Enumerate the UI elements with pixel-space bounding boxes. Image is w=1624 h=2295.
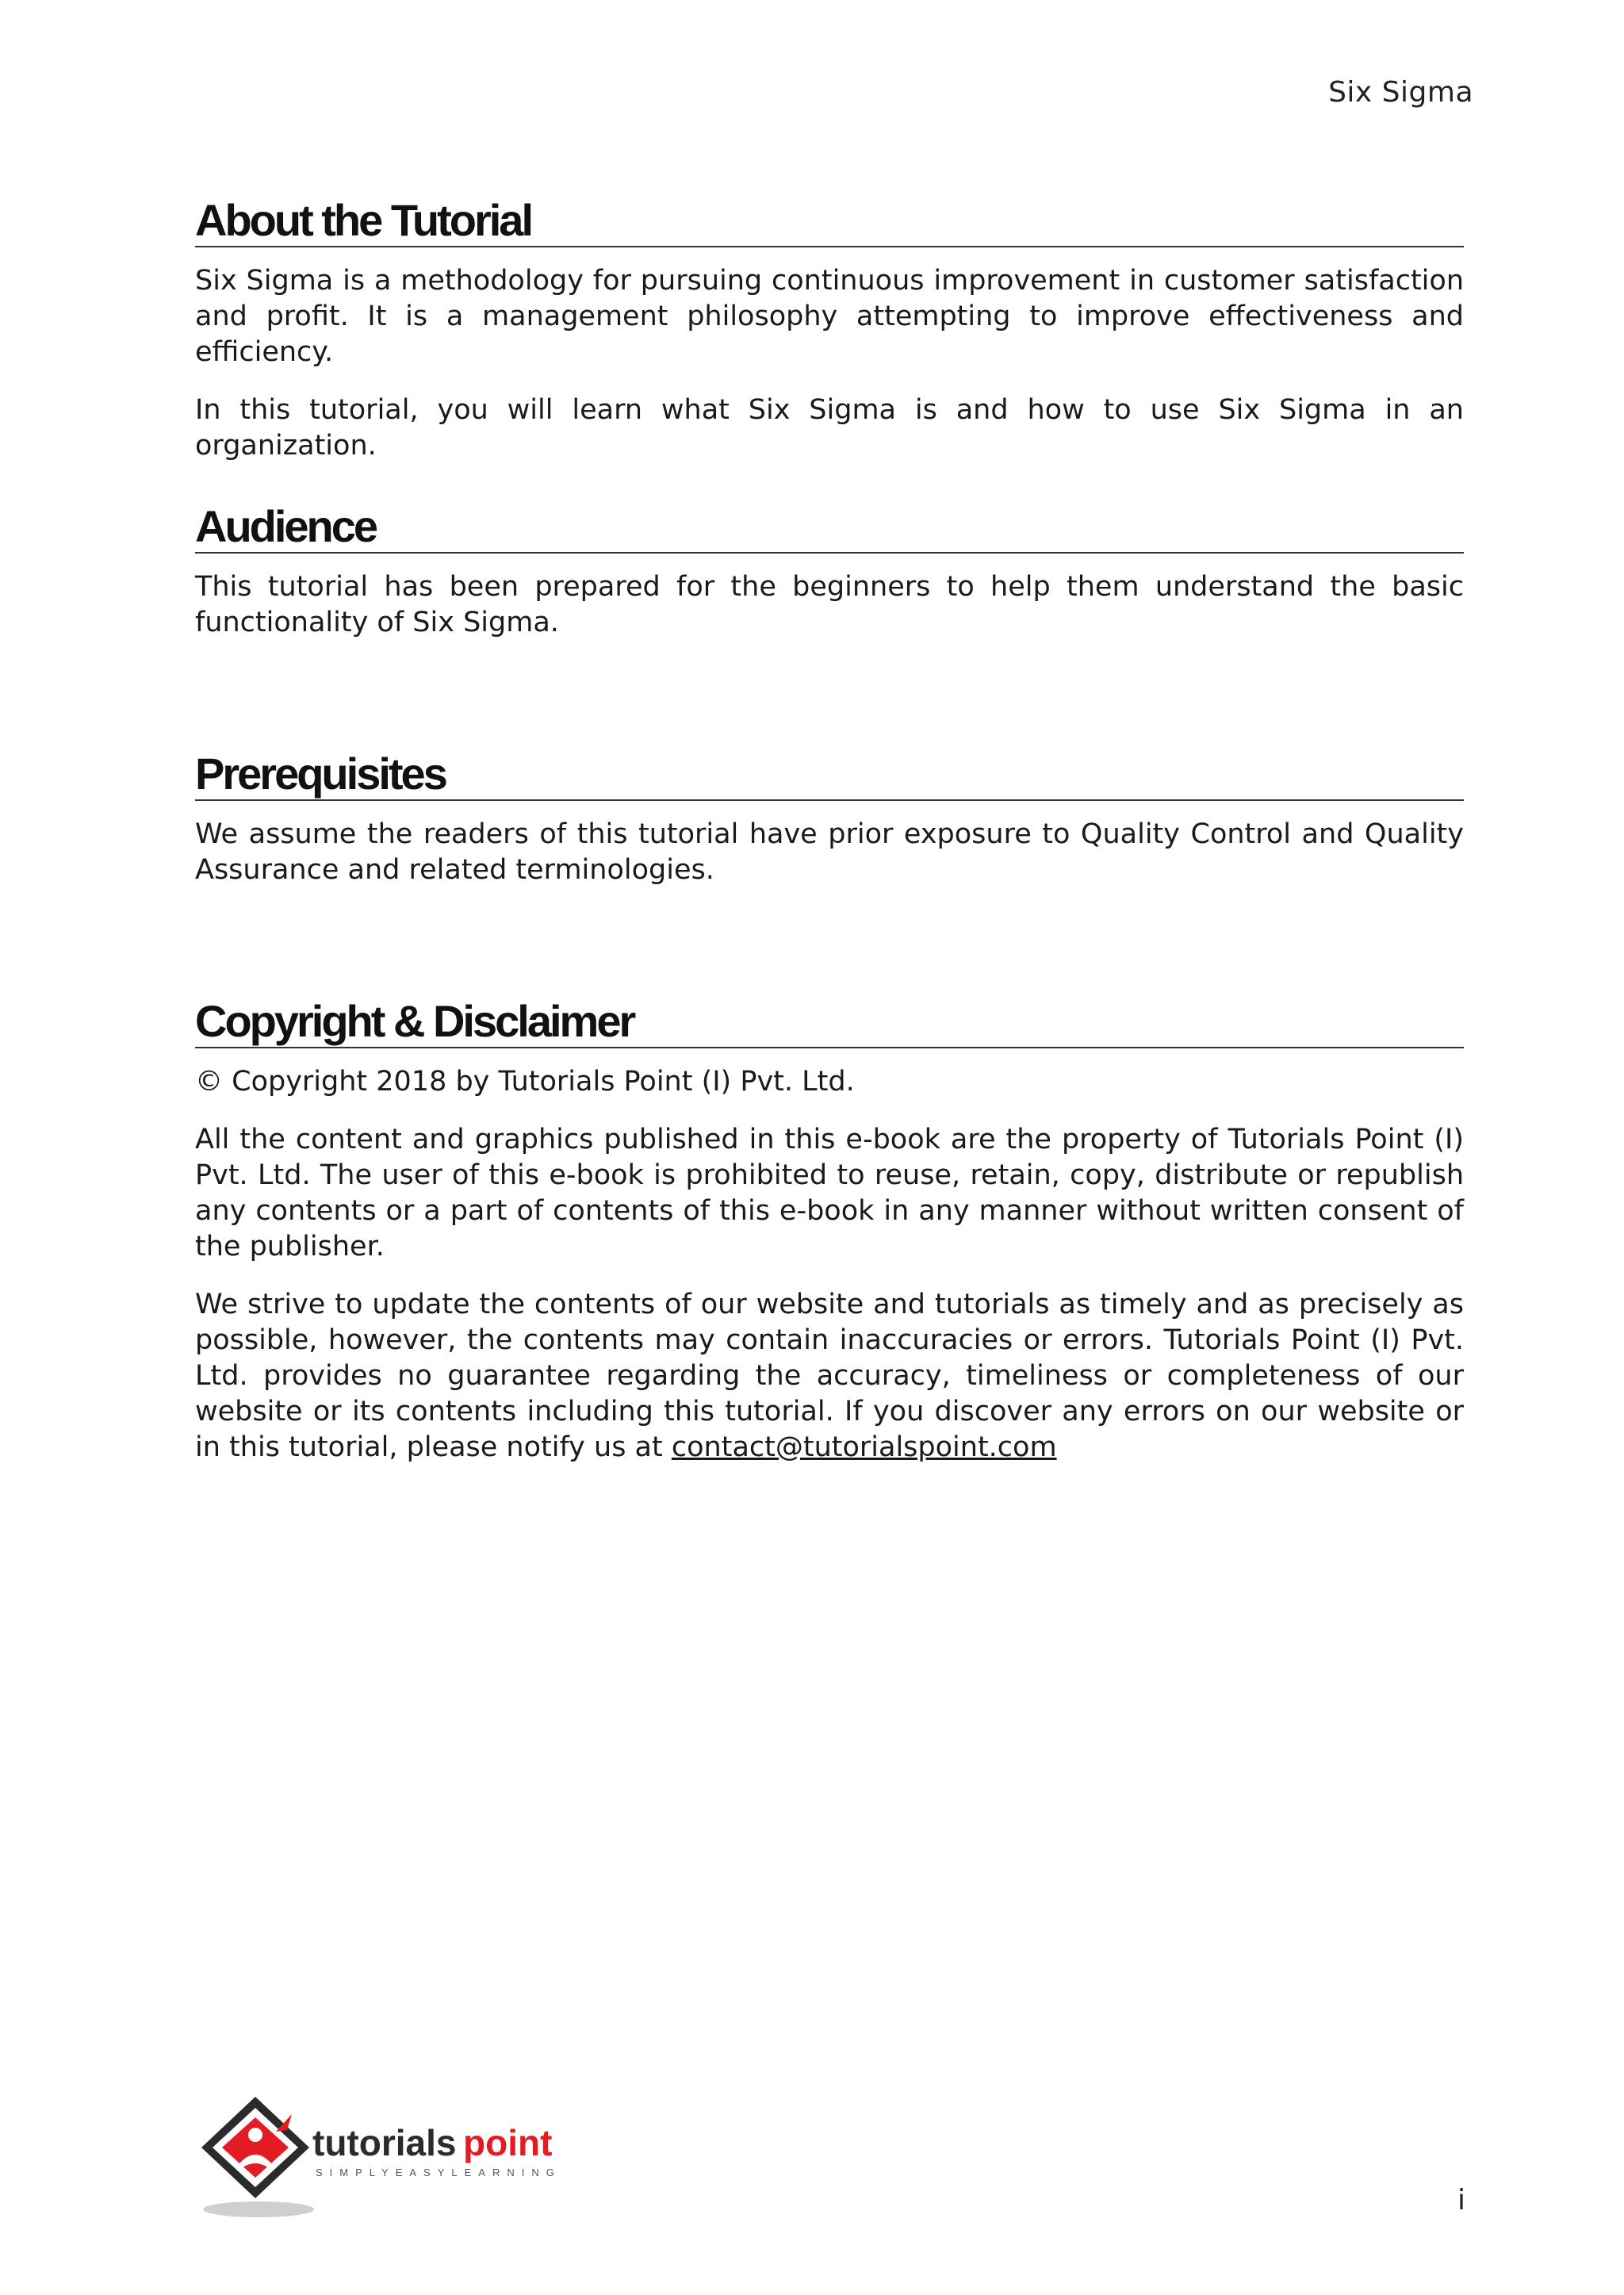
about-paragraph-2: In this tutorial, you will learn what Six Sigma is and how to use Six Sigma in an organization. [195,394,1464,462]
about-paragraph-1: Six Sigma is a methodology for pursuing continuous improvement in customer satisfaction and profit. It is a management philosophy attempting to improve effectiveness and efficiency. [195,265,1464,368]
copyright-notice: © Copyright 2018 by Tutorials Point (I) Pvt. Ltd. [195,1066,855,1098]
section-copyright [195,996,1464,1466]
section-about [195,195,1464,464]
tutorialspoint-logo [193,2090,606,2225]
contact-email-link[interactable]: contact@tutorialspoint.com [671,1431,1057,1463]
prerequisites-paragraph-1: We assume the readers of this tutorial have prior exposure to Quality Control and Quality Assurance and related terminologies. [195,818,1464,886]
logo-wordmark-accent: point [463,2122,553,2163]
diamond-emblem-icon [201,2097,309,2198]
running-header: Six Sigma [1328,76,1473,109]
section-title-prerequisites: Prerequisites [195,752,1464,801]
logo-wordmark: tutorials [312,2122,457,2163]
page-number: i [1457,2184,1465,2216]
section-prerequisites [195,749,1464,888]
section-audience [195,501,1464,641]
section-title-about: About the Tutorial [195,198,1464,247]
audience-paragraph-1: This tutorial has been prepared for the beginners to help them understand the basic functionality of Six Sigma. [195,571,1464,638]
disclaimer-text: We strive to update the contents of our website and tutorials as timely and as precisely as possible, however, the contents may contain inaccuracies or errors. Tutorials Point (I) Pvt. Ltd. provides no guarantee regarding the accuracy, timeliness or completeness of our website or its contents including this tutorial. If you discover any errors on our website or in this tutorial, please notify us at [195,1289,1464,1463]
section-title-copyright: Copyright & Disclaimer [195,999,1464,1048]
logo-tagline: SIMPLYEASYLEARNING [316,2167,561,2178]
section-title-audience: Audience [195,504,1464,554]
copyright-paragraph-2: All the content and graphics published in this e-book are the property of Tutorials Point (I) Pvt. Ltd. The user of this e-book is prohibited to reuse, retain, copy, distribute or republish any contents or a part of contents of this e-book in any manner without written consent of the publisher. [195,1124,1464,1262]
copyright-paragraph-3 [195,1287,1464,1466]
